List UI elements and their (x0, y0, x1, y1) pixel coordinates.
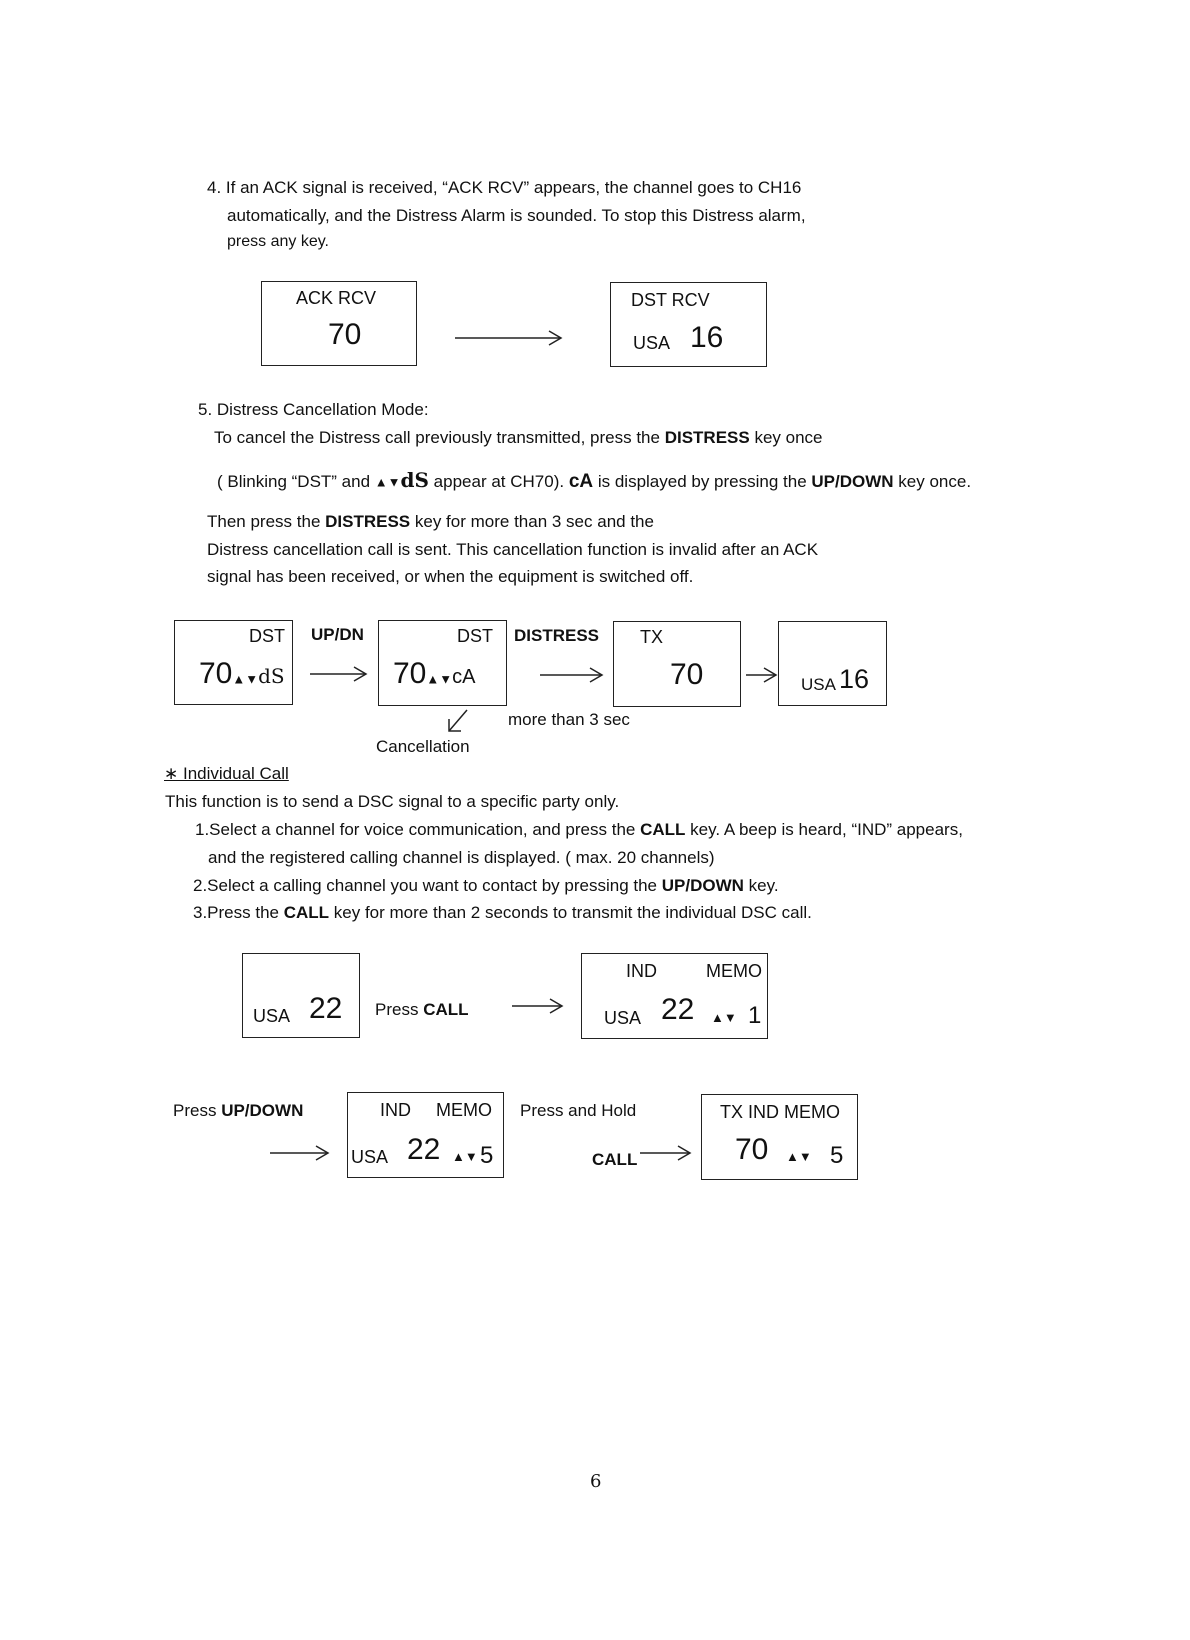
step5-line3 (207, 512, 654, 532)
display-channel: 16 (839, 664, 870, 694)
display-prefix: USA (604, 1008, 642, 1028)
text-run: is displayed by pressing the (593, 472, 812, 491)
right-arrow-icon (310, 666, 370, 682)
individual-intro: This function is to send a DSC signal to a specific party only. (165, 792, 620, 811)
display-top-text: TX IND MEMO (720, 1102, 840, 1122)
display-memo-number: 1 (748, 1002, 762, 1029)
display-main (199, 657, 285, 691)
display-usa-16 (778, 621, 887, 706)
display-top-ind: IND (380, 1100, 411, 1120)
call-key-label: CALL (592, 1150, 638, 1169)
step5-title: 5. Distress Cancellation Mode: (198, 400, 429, 419)
display-top-memo: MEMO (706, 961, 762, 981)
up-down-triangle-icon: ▲▼ (232, 671, 259, 687)
display-channel: 70 (328, 318, 362, 351)
text-run: key once. (893, 472, 972, 491)
display-suffix: cA (452, 666, 476, 688)
display-prefix: USA (253, 1006, 291, 1026)
step4-line2: automatically, and the Distress Alarm is sounded. To stop this Distress alarm, (227, 206, 806, 225)
individual-call-heading: ∗ Individual Call (164, 764, 289, 783)
display-main (393, 657, 475, 691)
display-dst-ca (378, 620, 507, 706)
text-run: appear at CH70). (428, 472, 569, 491)
label-distress: DISTRESS (514, 626, 600, 645)
step5-line5: signal has been received, or when the equipment is switched off. (207, 567, 694, 586)
display-top-memo: MEMO (436, 1100, 492, 1120)
text-run: key for more than 2 seconds to transmit the individual DSC call. (329, 903, 812, 922)
display-channel: 70 (393, 657, 427, 690)
step5-line2 (217, 470, 971, 493)
up-down-triangle-icon: ▲▼ (786, 1149, 812, 1164)
key-name: CALL (423, 1000, 469, 1019)
display-dst-rcv (610, 282, 767, 367)
display-top-text: DST RCV (631, 290, 710, 310)
display-tx-ind-memo (701, 1094, 858, 1180)
text-run: key for more than 3 sec and the (410, 512, 654, 531)
display-top-text: ACK RCV (296, 288, 377, 308)
text-run: 2.Select a calling channel you want to contact by pressing the (193, 876, 662, 895)
display-channel: 70 (199, 657, 233, 690)
key-name: UP/DOWN (661, 876, 744, 895)
step4-line3: press any key. (227, 233, 329, 250)
press-and-hold-label: Press and Hold (520, 1101, 637, 1120)
display-channel: 22 (407, 1133, 441, 1166)
text-run: 3.Press the (193, 903, 284, 922)
display-dst-ds (174, 620, 293, 705)
text-run: Then press the (207, 512, 326, 531)
individual-step3 (193, 903, 812, 923)
key-name: UP/DOWN (221, 1101, 304, 1120)
display-top-text: DST (457, 626, 493, 646)
key-name: CALL (640, 820, 686, 839)
individual-step1 (195, 820, 963, 840)
text-run: key. A beep is heard, “IND” appears, (685, 820, 963, 839)
up-down-triangle-icon: ▲▼ (452, 1149, 478, 1164)
text-run: ( Blinking “DST” and (217, 472, 375, 491)
right-arrow-icon (540, 667, 606, 683)
lcd-ca: cA (568, 471, 594, 492)
display-usa-22 (242, 953, 360, 1038)
display-tx (613, 621, 741, 707)
lcd-ds: dS (400, 468, 429, 492)
display-channel: 70 (670, 658, 704, 691)
up-down-triangle-icon: ▲▼ (426, 671, 453, 687)
label-up-dn: UP/DN (311, 625, 364, 644)
step4-line1: 4. If an ACK signal is received, “ACK RCV” appears, the channel goes to CH16 (207, 178, 802, 197)
display-prefix: USA (633, 333, 671, 353)
display-prefix: USA (351, 1147, 389, 1167)
text-run: key once (749, 428, 823, 447)
text-run: 1.Select a channel for voice communication, and press the (195, 820, 641, 839)
text-run: Press (173, 1101, 222, 1120)
display-memo-number: 5 (830, 1142, 844, 1169)
display-top-text: TX (640, 627, 664, 647)
individual-step1-cont: and the registered calling channel is displayed. ( max. 20 channels) (208, 848, 715, 867)
display-channel: 16 (690, 321, 724, 354)
display-top-ind: IND (626, 961, 657, 981)
display-ind-memo-5 (347, 1092, 504, 1178)
note-cancellation: Cancellation (376, 737, 470, 756)
right-arrow-icon (512, 998, 566, 1014)
up-down-triangle-icon: ▲▼ (374, 474, 401, 490)
display-ack-rcv (261, 281, 417, 366)
up-down-triangle-icon: ▲▼ (711, 1010, 737, 1025)
display-channel: 22 (309, 992, 343, 1025)
text-run: To cancel the Distress call previously transmitted, press the (214, 428, 665, 447)
right-arrow-icon (270, 1145, 332, 1161)
key-name: CALL (283, 903, 330, 922)
step5-line1 (214, 428, 822, 448)
right-arrow-icon (640, 1145, 694, 1161)
step5-line4: Distress cancellation call is sent. This cancellation function is invalid after an ACK (207, 540, 819, 559)
right-arrow-icon (746, 667, 780, 683)
text-run: key. (743, 876, 779, 895)
note-more-than-3-sec: more than 3 sec (508, 710, 630, 729)
right-arrow-icon (455, 330, 565, 346)
press-up-down-label (173, 1101, 303, 1121)
display-channel: 70 (735, 1133, 769, 1166)
display-channel: 22 (661, 993, 695, 1026)
individual-step2 (193, 876, 779, 896)
page-number: 6 (590, 1471, 602, 1492)
key-name: UP/DOWN (811, 472, 894, 491)
display-top-text: DST (249, 626, 285, 646)
display-ind-memo-1 (581, 953, 768, 1039)
key-name: DISTRESS (664, 428, 750, 447)
down-left-arrow-icon (446, 708, 470, 734)
display-prefix: USA (801, 675, 836, 694)
press-call-label (375, 1000, 469, 1020)
display-suffix: dS (258, 664, 285, 688)
text-run: Press (375, 1000, 424, 1019)
display-memo-number: 5 (480, 1142, 494, 1169)
key-name: DISTRESS (325, 512, 411, 531)
